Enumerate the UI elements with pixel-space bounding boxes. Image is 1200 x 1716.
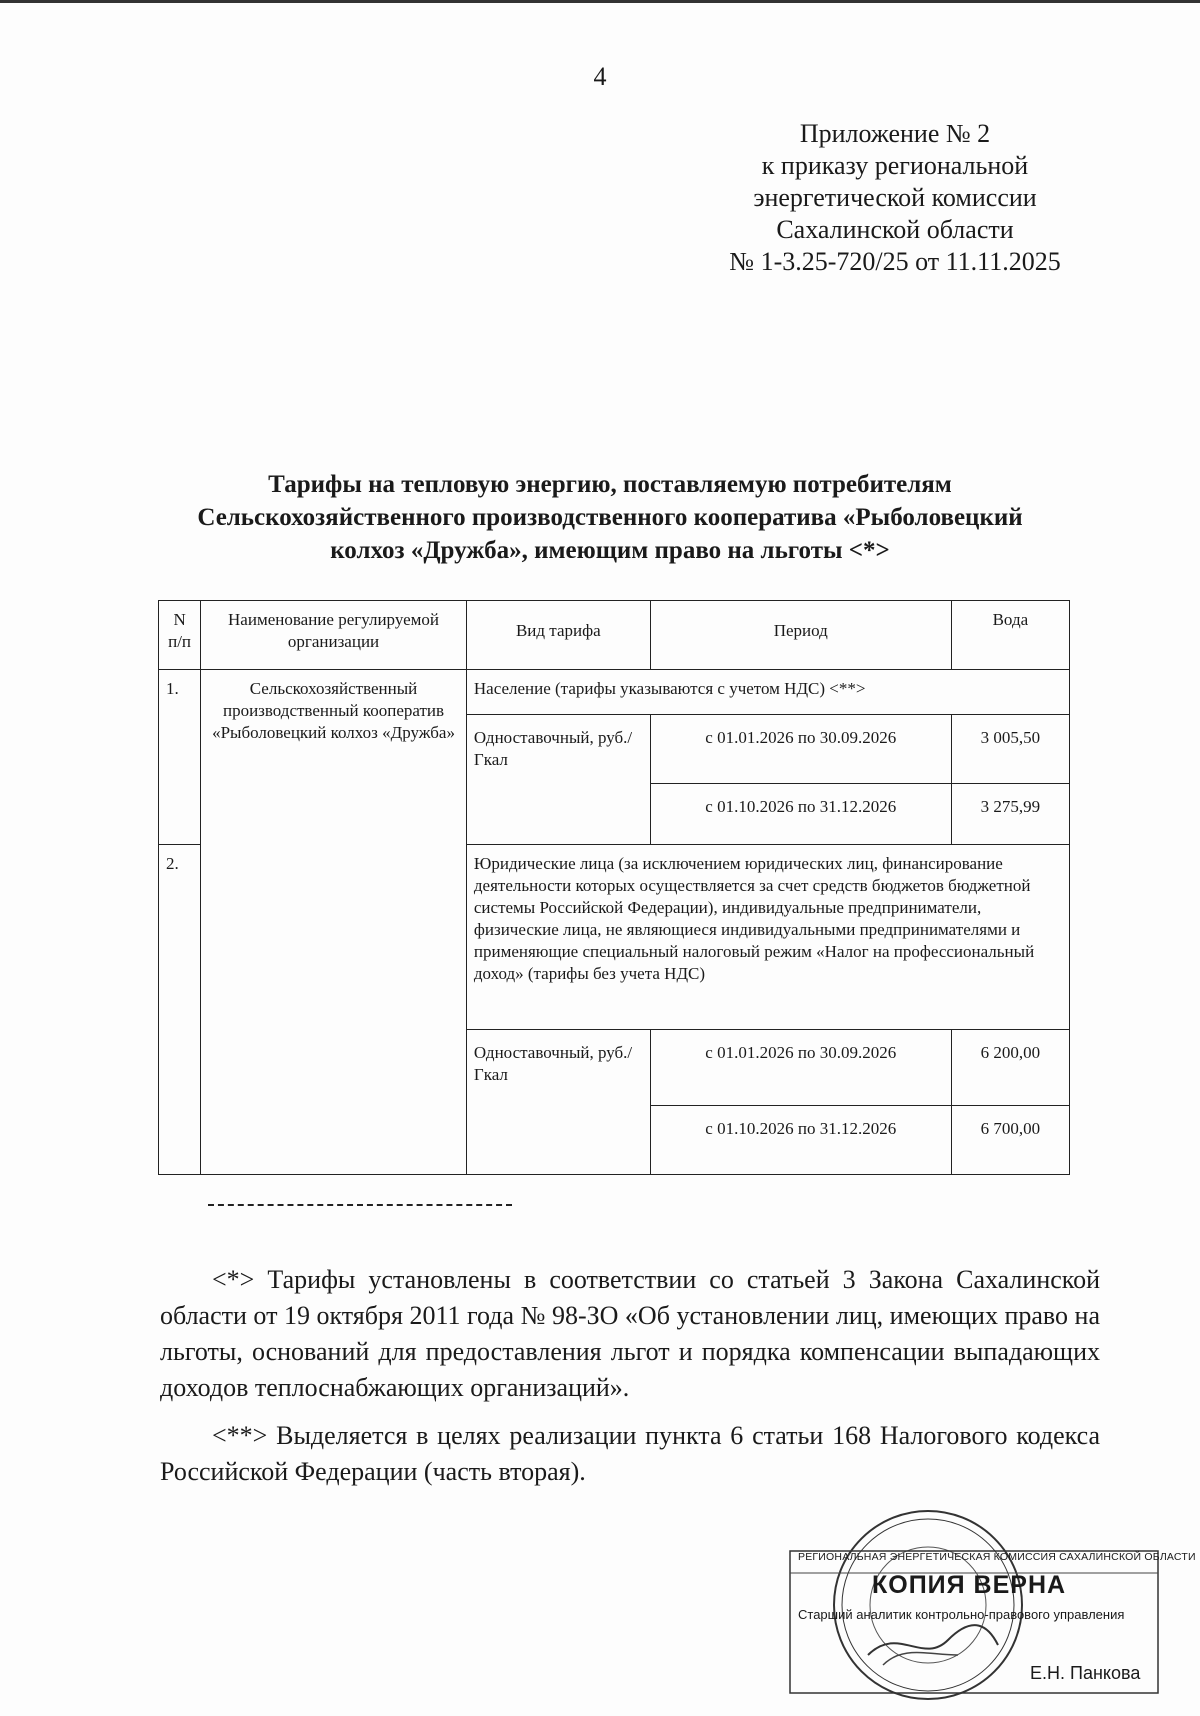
- organization-name: Сельскохозяйственный производственный кооператив «Рыболовецкий колхоз «Дружба»: [201, 670, 467, 1175]
- header-water: Вода: [951, 601, 1069, 670]
- stamp-signatory-name: Е.Н. Панкова: [1030, 1663, 1141, 1683]
- certification-stamp: [788, 1505, 1196, 1695]
- tariff-type: Одноставочный, руб./Гкал: [466, 715, 650, 845]
- appendix-line: энергетической комиссии: [753, 183, 1037, 212]
- table-row: [159, 670, 1070, 715]
- stamp-organization: РЕГИОНАЛЬНАЯ ЭНЕРГЕТИЧЕСКАЯ КОМИССИЯ САХАЛИНСКОЙ ОБЛАСТИ: [798, 1551, 1196, 1563]
- tariff-type: Одноставочный, руб./Гкал: [466, 1030, 650, 1175]
- tariff-table: [158, 600, 1070, 1175]
- title-line: колхоз «Дружба», имеющим право на льготы <*>: [330, 537, 890, 564]
- stamp-copy-label: КОПИЯ ВЕРНА: [872, 1571, 1067, 1599]
- appendix-header: [700, 118, 1090, 278]
- appendix-order-number: № 1-3.25-720/25 от 11.11.2025: [729, 247, 1061, 276]
- tariff-value: 3 275,99: [951, 784, 1069, 845]
- period-cell: с 01.01.2026 по 30.09.2026: [650, 715, 951, 784]
- appendix-line: Приложение № 2: [799, 119, 991, 148]
- tariff-value: 3 005,50: [951, 715, 1069, 784]
- header-organization: Наименование регулируемой организации: [201, 601, 467, 670]
- footnote-1: <*> Тарифы установлены в соответствии со статьей 3 Закона Сахалинской области от 19 октября 2011 года № 98-ЗО «Об установлении лиц, имеющих право на льготы, оснований для предоставления льгот и порядка компенсации выпадающих доходов теплоснабжающих организаций».: [160, 1265, 1100, 1402]
- table-header-row: [159, 601, 1070, 670]
- footnote-separator: [208, 1204, 512, 1206]
- title-line: Сельскохозяйственного производственного кооператива «Рыболовецкий: [197, 504, 1023, 531]
- page-number: 4: [593, 62, 607, 91]
- tariff-value: 6 700,00: [951, 1106, 1069, 1175]
- appendix-line: к приказу региональной: [761, 151, 1029, 180]
- row-number: 1.: [159, 670, 201, 845]
- consumer-category: Юридические лица (за исключением юридических лиц, финансирование деятельности которых осуществляется за счет средств бюджетов бюджетной системы Российской Федерации), индивидуальные предприниматели, физические лица, не являющиеся индивидуальными предпринимателями и применяющие специальный налоговый режим «Налог на профессиональный доход» (тарифы без учета НДС): [466, 845, 1069, 1030]
- tariff-value: 6 200,00: [951, 1030, 1069, 1106]
- period-cell: с 01.01.2026 по 30.09.2026: [650, 1030, 951, 1106]
- row-number: 2.: [159, 845, 201, 1175]
- scan-top-edge: [0, 0, 1200, 3]
- document-title: [130, 468, 1090, 567]
- period-cell: с 01.10.2026 по 31.12.2026: [650, 1106, 951, 1175]
- header-period: Период: [650, 601, 951, 670]
- header-tariff-type: Вид тарифа: [466, 601, 650, 670]
- stamp-position: Старший аналитик контрольно-правового управления: [798, 1607, 1125, 1622]
- appendix-line: Сахалинской области: [776, 215, 1014, 244]
- period-cell: с 01.10.2026 по 31.12.2026: [650, 784, 951, 845]
- footnote-2: <**> Выделяется в целях реализации пункта 6 статьи 168 Налогового кодекса Российской Федерации (часть вторая).: [160, 1421, 1100, 1486]
- consumer-category: Население (тарифы указываются с учетом НДС) <**>: [466, 670, 1069, 715]
- title-line: Тарифы на тепловую энергию, поставляемую потребителям: [268, 471, 952, 498]
- header-num: N п/п: [159, 601, 201, 670]
